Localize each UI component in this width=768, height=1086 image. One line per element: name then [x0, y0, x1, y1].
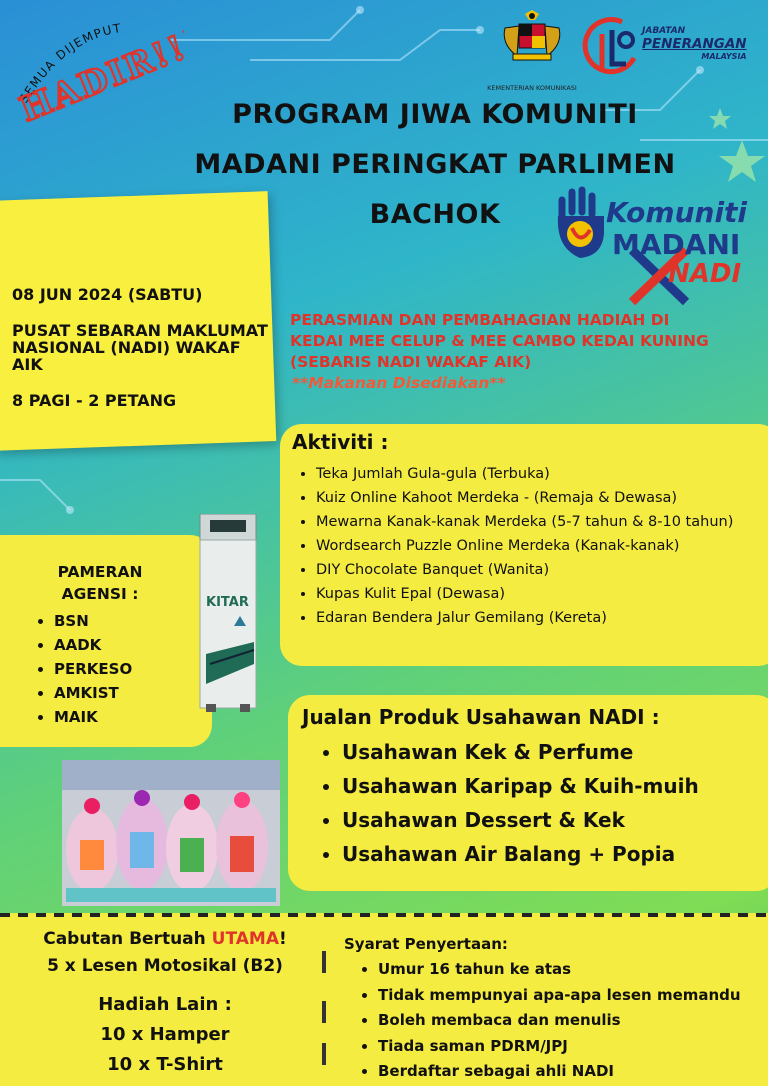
perasmian-line3: (SEBARIS NADI WAKAF AIK)	[290, 353, 532, 371]
jualan-panel	[288, 695, 768, 891]
list-item: • Boleh membaca dan menulis	[378, 1008, 764, 1034]
makanan-note: **Makanan Disediakan**	[292, 374, 506, 392]
title-line3: BACHOK	[369, 199, 501, 230]
list-item: • AMKIST	[54, 681, 132, 705]
list-item: • Teka Jumlah Gula-gula (Terbuka)	[316, 462, 768, 486]
list-item: • Edaran Bendera Jalur Gemilang (Kereta)	[316, 606, 768, 630]
list-item: • MAIK	[54, 705, 132, 729]
aktiviti-list	[298, 462, 768, 630]
kementerian-caption: KEMENTERIAN KOMUNIKASI	[487, 84, 577, 92]
aktiviti-title: Aktiviti :	[292, 430, 389, 454]
main-prize: 5 x Lesen Motosikal (B2)	[47, 956, 283, 976]
crest-icon	[497, 10, 567, 68]
list-item: • PERKESO	[54, 657, 132, 681]
list-item: • DIY Chocolate Banquet (Wanita)	[316, 558, 768, 582]
list-item: • Tidak mempunyai apa-apa lesen memandu	[378, 983, 764, 1009]
dashed-divider	[0, 913, 768, 917]
badge-top-text: SEMUA DIJEMPUT	[16, 20, 123, 106]
event-venue: PUSAT SEBARAN MAKLUMAT NASIONAL (NADI) WAKAF AIK	[12, 321, 268, 374]
list-item: • Usahawan Air Balang + Popia	[342, 837, 699, 871]
jp-emblem-icon	[582, 14, 644, 84]
list-item: • Kupas Kulit Epal (Dewasa)	[316, 582, 768, 606]
event-time: 8 PAGI - 2 PETANG	[12, 391, 177, 410]
pameran-title-line2: AGENSI :	[61, 585, 139, 603]
aktiviti-panel	[280, 424, 768, 666]
cabutan-label: Cabutan Bertuah	[43, 929, 206, 949]
hamper-photo-art	[62, 760, 280, 906]
hamper-photo	[62, 760, 280, 906]
other-prize-item: 10 x Hamper	[100, 1024, 230, 1045]
list-item: • Umur 16 tahun ke atas	[378, 957, 764, 983]
badge-main-text: HADIR!!!	[14, 20, 184, 122]
list-item: • Usahawan Karipap & Kuih-muih	[342, 769, 699, 803]
syarat-list	[344, 957, 764, 1085]
list-item: • AADK	[54, 633, 132, 657]
cabutan-suffix: !	[278, 929, 287, 949]
list-item: • Mewarna Kanak-kanak Merdeka (5-7 tahun & 8-10 tahun)	[316, 510, 768, 534]
list-item: • Kuiz Online Kahoot Merdeka - (Remaja & Dewasa)	[316, 486, 768, 510]
kementerian-logo	[486, 10, 578, 96]
title-line2: MADANI PERINGKAT PARLIMEN	[194, 149, 676, 180]
other-prize-title: Hadiah Lain :	[98, 994, 232, 1015]
list-item: • Usahawan Kek & Perfume	[342, 735, 699, 769]
recycle-bin-art	[196, 514, 260, 714]
pameran-title	[0, 561, 200, 605]
cabutan-section	[0, 929, 330, 1080]
jabatan-line1: JABATAN	[642, 26, 686, 36]
jabatan-line3: MALAYSIA	[701, 52, 747, 61]
perasmian-line2: KEDAI MEE CELUP & MEE CAMBO KEDAI KUNING	[290, 332, 709, 350]
separator-bar	[322, 1001, 326, 1023]
event-date: 08 JUN 2024 (SABTU)	[12, 285, 203, 304]
event-details	[12, 285, 272, 410]
perasmian-info	[290, 310, 760, 394]
jabatan-penerangan-logo	[582, 14, 762, 84]
separator-bar	[322, 1043, 326, 1065]
list-item: • Tiada saman PDRM/JPJ	[378, 1034, 764, 1060]
list-item: • BSN	[54, 609, 132, 633]
list-item: • Usahawan Dessert & Kek	[342, 803, 699, 837]
list-item: • Berdaftar sebagai ahli NADI	[378, 1059, 764, 1085]
pameran-title-line1: PAMERAN	[57, 563, 143, 581]
hand-icon	[556, 186, 612, 266]
komuniti-word: Komuniti	[606, 196, 748, 229]
bottom-section	[0, 913, 768, 1086]
pameran-list	[38, 609, 132, 729]
list-item: • Wordsearch Puzzle Online Merdeka (Kanak-kanak)	[316, 534, 768, 558]
perasmian-line1: PERASMIAN DAN PEMBAHAGIAN HADIAH DI	[290, 311, 670, 329]
jualan-list	[324, 735, 699, 871]
nadi-word: NADI	[668, 259, 742, 289]
recycle-bin-image	[196, 514, 260, 714]
separator-bar	[322, 951, 326, 973]
title-line1: PROGRAM JIWA KOMUNITI	[232, 99, 638, 130]
jualan-title: Jualan Produk Usahawan NADI :	[302, 705, 660, 729]
pameran-panel	[0, 535, 212, 747]
bin-label: KITAR	[206, 595, 249, 610]
other-prize-item: 10 x T-Shirt	[107, 1054, 223, 1075]
madani-word: MADANI	[612, 228, 741, 261]
komuniti-madani-logo	[556, 186, 756, 312]
syarat-title: Syarat Penyertaan:	[344, 935, 508, 953]
jabatan-line2: PENERANGAN	[642, 36, 747, 52]
syarat-section	[344, 935, 764, 1085]
cabutan-highlight: UTAMA	[211, 929, 279, 949]
cabutan-heading	[0, 929, 330, 949]
